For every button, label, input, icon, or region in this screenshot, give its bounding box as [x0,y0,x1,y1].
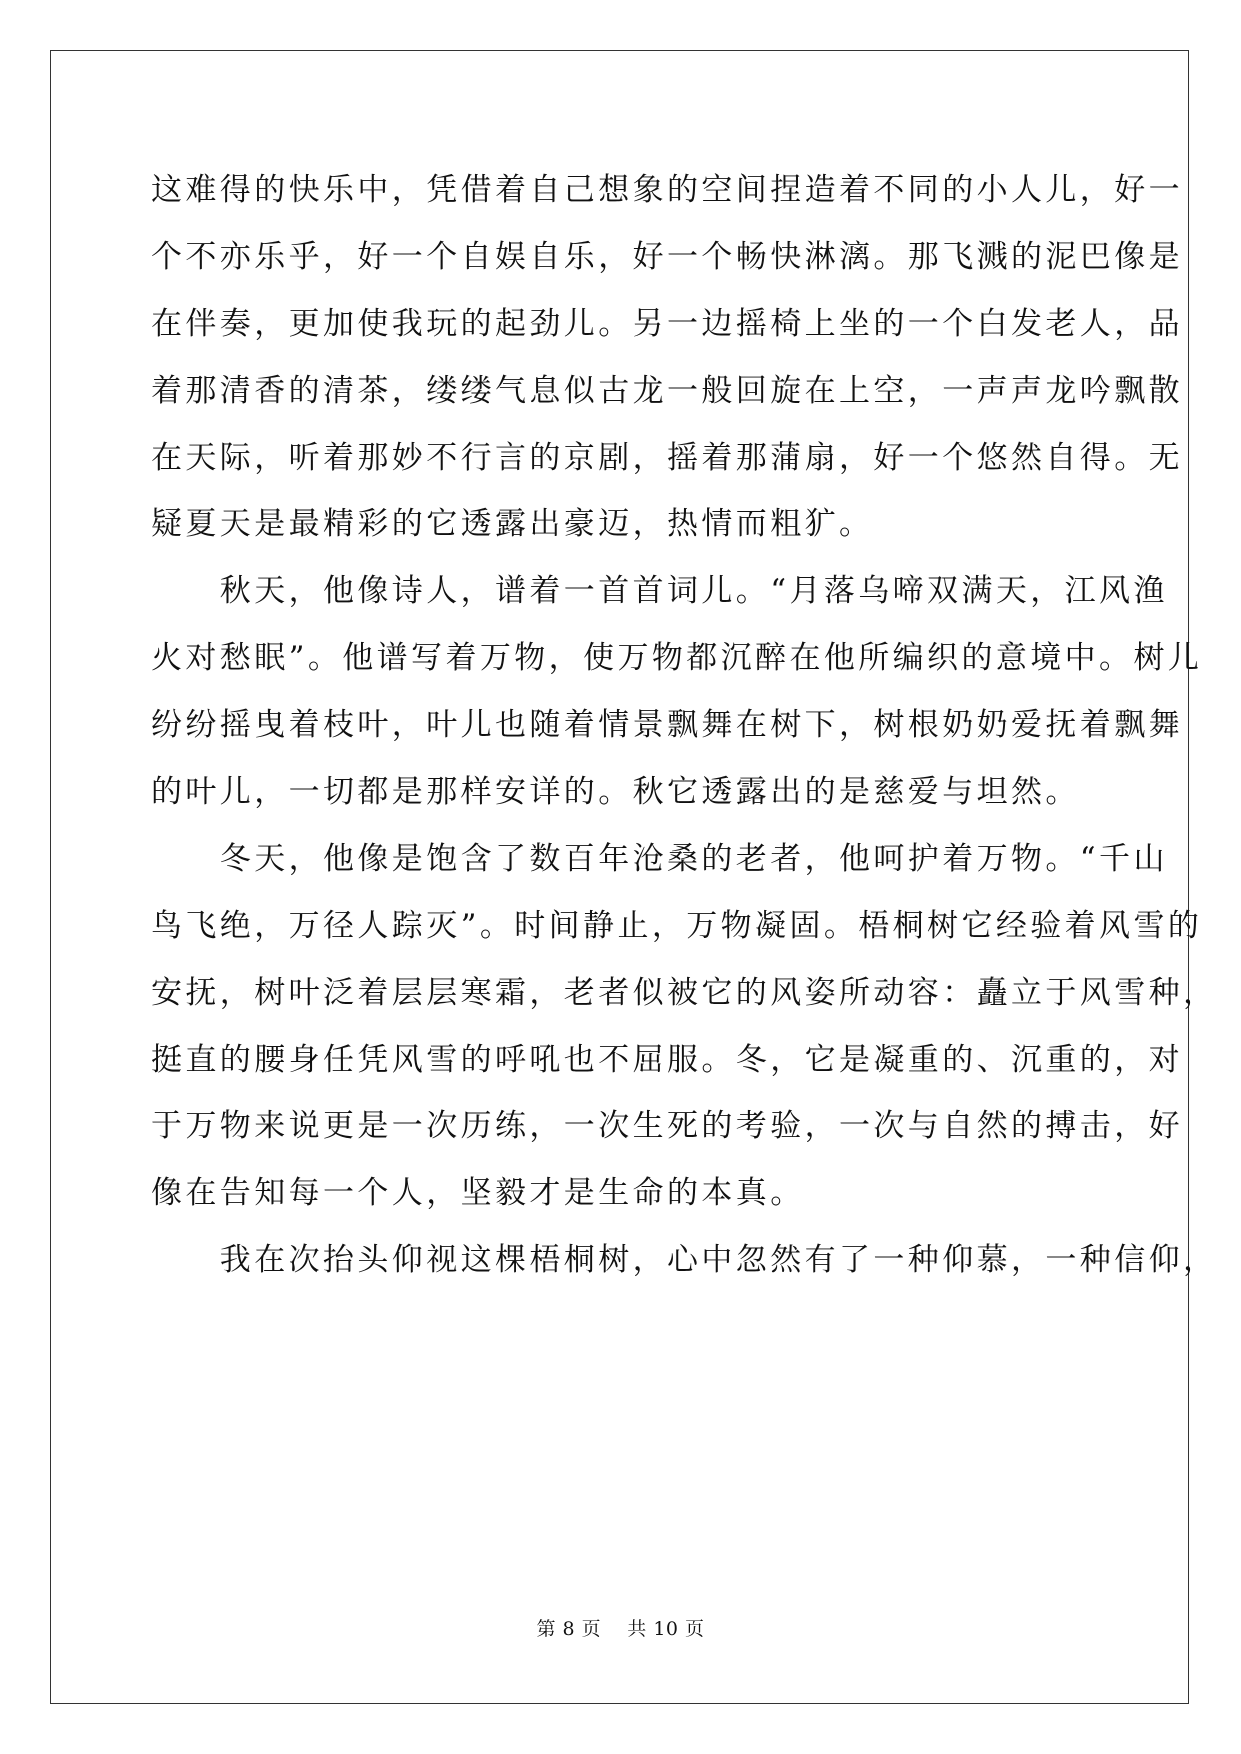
text-line: 鸟飞绝，万径人踪灭”。时间静止，万物凝固。梧桐树它经验着风雪的 [151,907,1203,944]
text-line: 着那清香的清茶，缕缕气息似古龙一般回旋在上空，一声声龙吟飘散 [151,372,1183,409]
text-line: 在天际，听着那妙不行言的京剧，摇着那蒲扇，好一个悠然自得。无 [151,439,1183,476]
text-line: 挺直的腰身任凭风雪的呼吼也不屈服。冬，它是凝重的、沉重的，对 [151,1041,1183,1078]
page-number: 第 8 页 [536,1618,602,1640]
text-line: 秋天，他像诗人，谱着一首首词儿。“月落乌啼双满天，江风渔 [151,573,1168,610]
text-line: 的叶儿，一切都是那样安详的。秋它透露出的是慈爱与坦然。 [151,774,1080,811]
text-line: 火对愁眠”。他谱写着万物，使万物都沉醉在他所编织的意境中。树儿 [151,640,1203,677]
text-line: 疑夏天是最精彩的它透露出豪迈，热情而粗犷。 [151,506,874,543]
page-total: 共 10 页 [627,1618,705,1640]
page-footer [0,1614,1241,1641]
text-line: 这难得的快乐中，凭借着自己想象的空间捏造着不同的小人儿，好一 [151,172,1183,208]
text-line: 安抚，树叶泛着层层寒霜，老者似被它的风姿所动容：矗立于风雪种， [151,974,1218,1011]
text-line: 在伴奏，更加使我玩的起劲儿。另一边摇椅上坐的一个白发老人，品 [151,305,1183,342]
text-line: 我在次抬头仰视这棵梧桐树，心中忽然有了一种仰慕，一种信仰， [151,1242,1218,1279]
text-line: 个不亦乐乎，好一个自娱自乐，好一个畅快淋漓。那飞溅的泥巴像是 [151,238,1183,275]
text-line: 于万物来说更是一次历练，一次生死的考验，一次与自然的搏击，好 [151,1108,1183,1145]
document-body [151,157,1218,1294]
text-line: 冬天，他像是饱含了数百年沧桑的老者，他呵护着万物。“千山 [151,840,1168,877]
text-line: 纷纷摇曳着枝叶，叶儿也随着情景飘舞在树下，树根奶奶爱抚着飘舞 [151,707,1183,744]
text-line: 像在告知每一个人，坚毅才是生命的本真。 [151,1175,805,1212]
